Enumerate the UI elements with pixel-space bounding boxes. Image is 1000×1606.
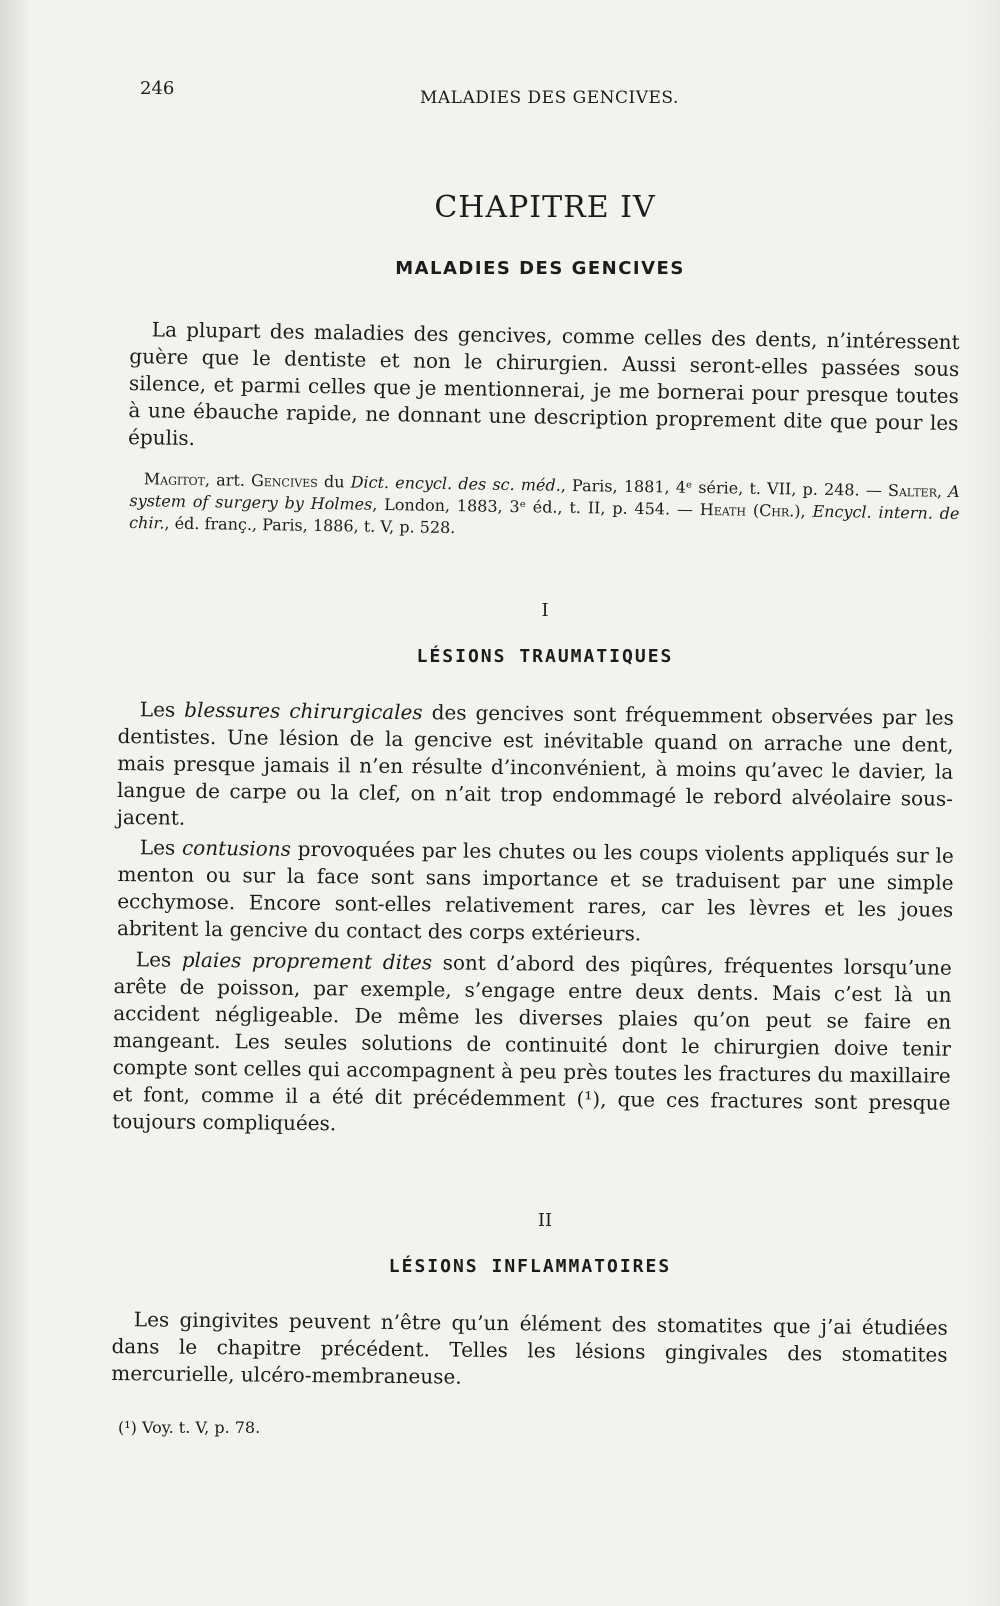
paragraph-contusions [117,834,954,951]
ref-text: , Paris, 1881, 4ᵉ série, t. VII, p. 248. — [560,475,889,500]
running-head: MALADIES DES GENCIVES. [420,88,679,108]
paragraph-gingivites [111,1306,948,1396]
chapter-subtitle: MALADIES DES GENCIVES [395,258,685,279]
page-gutter-shadow [0,0,28,1606]
paragraph-text: Les gingivites peuvent n’être qu’un élément des stomatites que j’ai étudiées dans le chapitre précédent. Telles les lésions gingivales des stomatites mercurielle, ulcéro-membraneuse. [111,1307,948,1389]
page-number: 246 [140,78,175,99]
ref-salter-title: A system of surgery by Holmes [129,481,960,514]
paragraph-text: Les [139,697,185,722]
emphasis-text: plaies proprement dites [181,947,433,975]
intro-text: La plupart des maladies des gencives, comme celles des dents, n’intéressent guère que le dentiste et non le chirurgien. Aussi seront-elles passées sous silence, et parmi celles que je mentionnerai, je me bornerai pour presque toutes à une ébauche rapide, ne donnant une description proprement dite que pour les épulis. [127,317,960,451]
ref-text: , éd. franç., Paris, 1886, t. V, p. 528. [164,513,456,538]
ref-gencives: Gencives [250,470,318,491]
section-number: I [541,600,549,621]
section-title: LÉSIONS INFLAMMATOIRES [388,1256,672,1277]
section-number: II [537,1210,553,1231]
paragraph-text: des gencives sont fréquemment observées par les dentistes. Une lésion de la gencive est inévitable quand on arrache une dent, mais presque jamais il n’en résulte d’inconvénient, à moins qu’avec le davier, la langue de carpe ou la clef, on n’ait trop endommagé le rebord alvéolaire sous-jacent. [116,700,954,830]
ref-magitot-title: Dict. encycl. des sc. méd. [350,472,561,495]
emphasis-text: blessures chirurgicales [184,697,423,725]
ref-text: , London, 1883, 3ᵉ éd., t. II, p. 454. — [372,494,700,519]
footnote: (¹) Voy. t. V, p. 78. [118,1418,261,1437]
emphasis-text: contusions [181,835,292,861]
paragraph-plaies [112,946,952,1144]
paragraph-text: Les [135,947,182,972]
paragraph-text: Les [139,835,183,860]
paragraph-text: sont d’abord des piqûres, fréquentes lorsqu’une arête de poisson, par exemple, s’engage entre deux dents. Mais c’est là un accident négligeable. De même les diverses plaies qu’on peut se faire en mangeant. Les seules solutions de continuité dont le chirurgien doive tenir compte sont celles qui accompagnent à peu près toutes les fractures du maxillaire et font, comme il a été dit précédemment (¹), que ces fractures sont presque toujours compliquées. [112,950,952,1136]
chapter-title: CHAPITRE IV [434,190,656,225]
ref-heath-author: Heath (Chr.) [699,499,801,521]
ref-salter-author: Salter [887,480,938,501]
ref-text: , art. [204,470,252,490]
page-header [140,78,950,108]
ref-text: du [317,471,351,492]
intro-paragraph [128,316,960,464]
paragraph-text: provoquées par les chutes ou les coups violents appliqués sur le menton ou sur la face sont sans importance et se traduisent par une simple ecchymose. Encore sont-elles relativement rares, car les lèvres et les joues abritent la gencive du contact des corps extérieurs. [116,836,954,946]
page-edge-shadow [964,0,1000,1606]
ref-text: , [936,481,949,501]
ref-text: , [800,501,806,521]
ref-encycl-title: Encycl. intern. de chir. [128,501,960,533]
section-title: LÉSIONS TRAUMATIQUES [416,646,674,667]
paragraph-blessures [117,696,954,840]
bibliography-references [129,468,960,547]
ref-magitot-author: Magitot [143,469,206,490]
